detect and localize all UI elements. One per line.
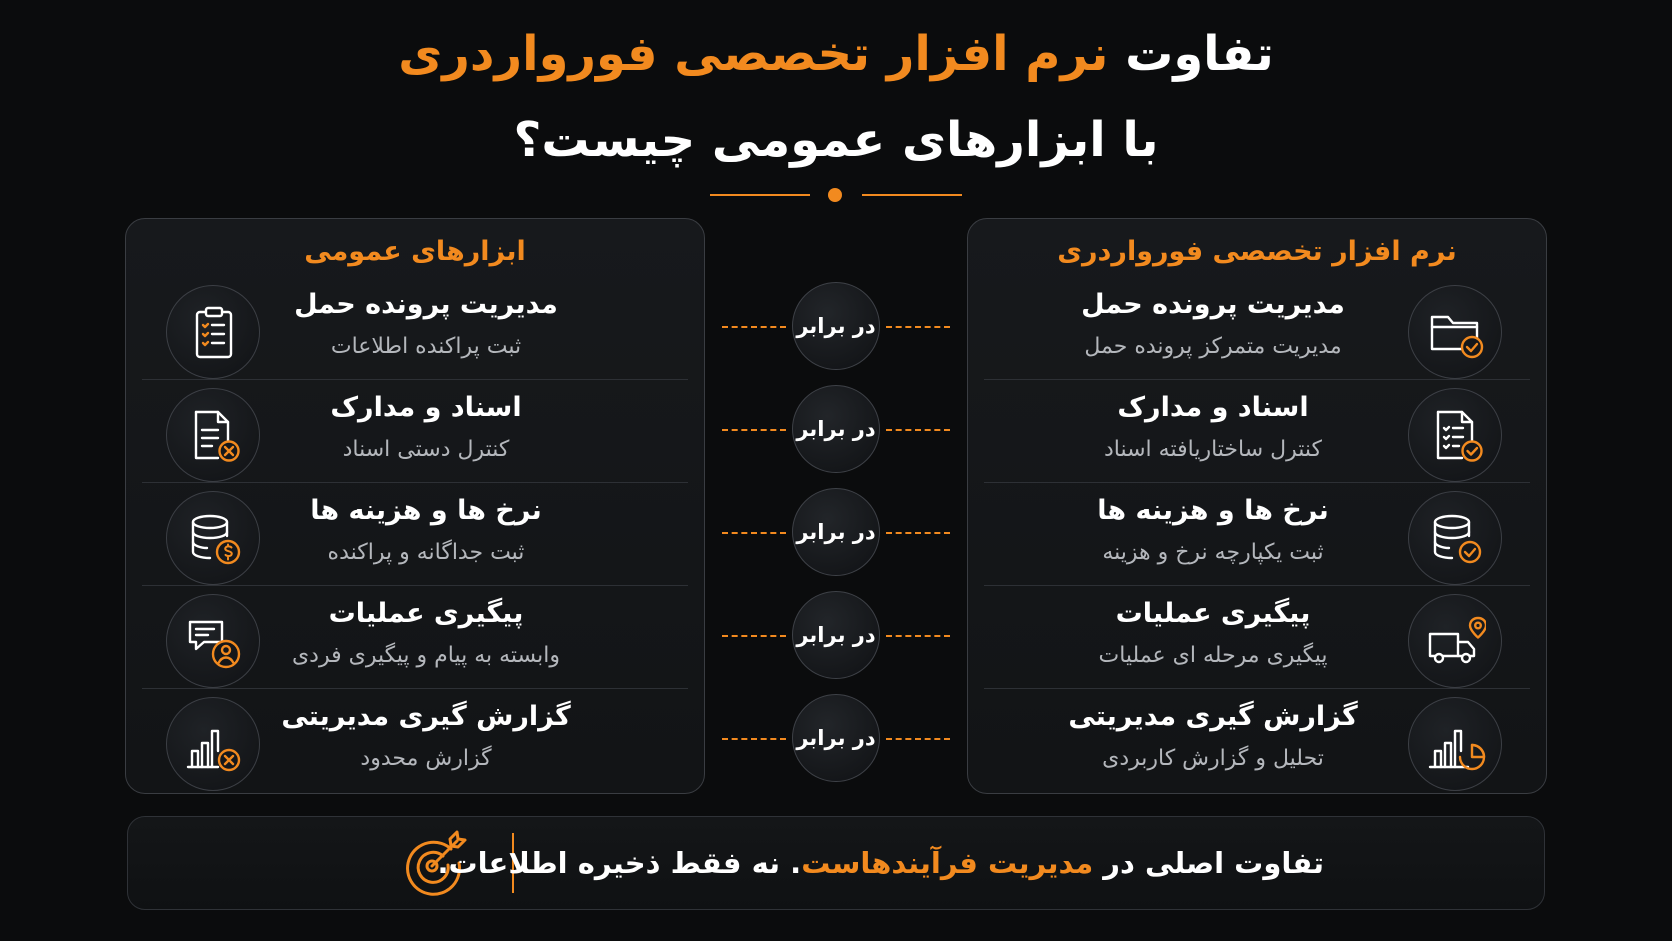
title-prefix: تفاوت <box>1108 26 1274 82</box>
row-title: گزارش گیری مدیریتی <box>1068 701 1358 732</box>
general-row-rates <box>126 483 704 586</box>
row-title: پیگیری عملیات <box>328 598 524 629</box>
versus-badge <box>792 591 880 679</box>
row-subtitle: ثبت جداگانه و پراکنده <box>327 540 525 565</box>
page-subtitle: با ابزارهای عمومی چیست؟ <box>513 112 1159 168</box>
title-highlight: نرم افزار تخصصی فورواردری <box>398 26 1109 82</box>
specialized-row-rates <box>968 483 1546 586</box>
checklist-check-icon <box>1408 388 1502 482</box>
specialized-row-documents <box>968 380 1546 483</box>
row-title: مدیریت پرونده حمل <box>294 289 558 320</box>
dashed-line <box>886 326 950 328</box>
general-row-documents <box>126 380 704 483</box>
versus-connector <box>720 488 952 578</box>
versus-connector <box>720 282 952 372</box>
truck-location-icon <box>1408 594 1502 688</box>
versus-badge <box>792 694 880 782</box>
versus-badge <box>792 488 880 576</box>
row-title: پیگیری عملیات <box>1115 598 1311 629</box>
row-subtitle: ثبت پراکنده اطلاعات <box>330 334 522 359</box>
dashed-line <box>722 738 786 740</box>
summary-text-highlight: مدیریت فرآیندهاست <box>801 846 1094 880</box>
database-check-icon <box>1408 491 1502 585</box>
dashed-line <box>722 429 786 431</box>
dashed-line <box>722 635 786 637</box>
versus-label: در برابر <box>796 623 876 647</box>
row-subtitle: مدیریت متمرکز پرونده حمل <box>1084 334 1342 359</box>
specialized-panel-title: نرم افزار تخصصی فورواردری <box>1057 236 1457 267</box>
row-title: مدیریت پرونده حمل <box>1081 289 1345 320</box>
versus-label: در برابر <box>796 726 876 750</box>
row-title: اسناد و مدارک <box>1117 392 1309 423</box>
versus-label: در برابر <box>796 417 876 441</box>
general-panel-title: ابزارهای عمومی <box>304 236 526 267</box>
title-divider <box>710 187 962 203</box>
general-panel <box>125 218 705 794</box>
dashed-line <box>722 326 786 328</box>
row-subtitle: وابسته به پیام و پیگیری فردی <box>291 643 561 668</box>
bar-chart-pie-icon <box>1408 697 1502 791</box>
row-subtitle: پیگیری مرحله ای عملیات <box>1098 643 1328 668</box>
specialized-row-reporting <box>968 689 1546 792</box>
general-row-reporting <box>126 689 704 792</box>
row-title: نرخ ها و هزینه ها <box>310 495 542 526</box>
versus-label: در برابر <box>796 314 876 338</box>
summary-text-end: . نه فقط ذخیره اطلاعات. <box>437 846 802 880</box>
specialized-row-file-management <box>968 277 1546 380</box>
versus-connector <box>720 694 952 784</box>
versus-connector <box>720 385 952 475</box>
dashed-line <box>886 738 950 740</box>
dashed-line <box>722 532 786 534</box>
folder-check-icon <box>1408 285 1502 379</box>
summary-text <box>424 839 1324 887</box>
general-row-tracking <box>126 586 704 689</box>
row-title: نرخ ها و هزینه ها <box>1097 495 1329 526</box>
row-subtitle: کنترل دستی اسناد <box>342 437 510 462</box>
specialized-row-tracking <box>968 586 1546 689</box>
dashed-line <box>886 429 950 431</box>
dashed-line <box>886 532 950 534</box>
versus-badge <box>792 385 880 473</box>
versus-badge <box>792 282 880 370</box>
row-title: گزارش گیری مدیریتی <box>281 701 571 732</box>
versus-label: در برابر <box>796 520 876 544</box>
page-title <box>0 22 1672 86</box>
summary-box <box>127 816 1545 910</box>
specialized-panel <box>967 218 1547 794</box>
general-row-file-management <box>126 277 704 380</box>
row-subtitle: تحلیل و گزارش کاربردی <box>1102 746 1324 771</box>
summary-text-start: تفاوت اصلی در <box>1093 846 1324 880</box>
row-subtitle: ثبت یکپارچه نرخ و هزینه <box>1102 540 1324 565</box>
row-subtitle: گزارش محدود <box>360 746 492 771</box>
versus-connector <box>720 591 952 681</box>
divider-dot <box>828 188 842 202</box>
row-title: اسناد و مدارک <box>330 392 522 423</box>
dashed-line <box>886 635 950 637</box>
row-subtitle: کنترل ساختاریافته اسناد <box>1103 437 1323 462</box>
